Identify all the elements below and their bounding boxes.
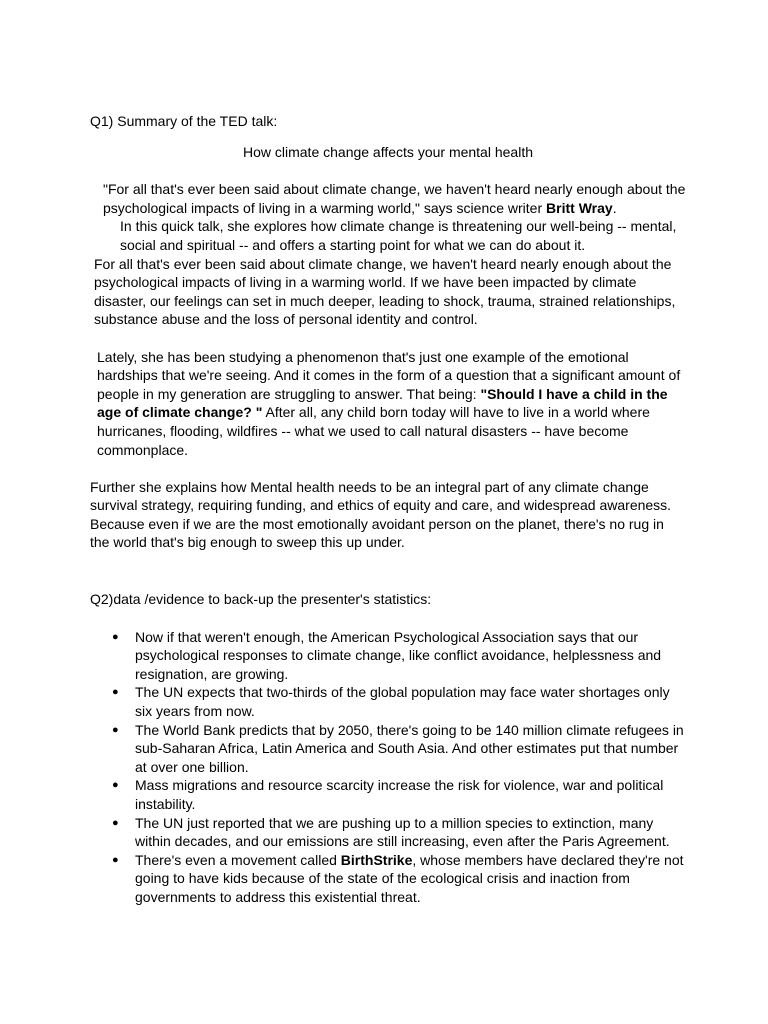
evidence-list	[90, 628, 686, 907]
list-item-text-end: , whose members have declared they're not going to have kids because of the state of the ecological crisis and inaction from governments to address this existential threat.	[135, 851, 684, 905]
bullet-icon: ●	[112, 630, 119, 643]
list-item-text: The World Bank predicts that by 2050, there's going to be 140 million climate refugees in sub-Saharan Africa, Latin America and South Asia. And other estimates put that number at over one billion.	[135, 721, 684, 775]
talk-title: How climate change affects your mental health	[242, 143, 533, 160]
document-body	[90, 112, 686, 907]
phenomenon-end: After all, any child born today will have to live in a world where hurricanes, flooding, wildfires -- what we used to call natural disasters -- have become commonplace.	[97, 404, 650, 458]
list-item-text: The UN just reported that we are pushing up to a million species to extinction, many within decades, and our emissions are still increasing, even after the Paris Agreement.	[135, 814, 670, 850]
speaker-name: Britt Wray	[546, 199, 613, 216]
list-item	[90, 683, 686, 720]
q1-paragraph-overview: In this quick talk, she explores how climate change is threatening our well-being -- mental, social and spiritual -- and offers a starting point for what we can do about it.	[120, 218, 677, 253]
q1-paragraph-quote	[90, 180, 686, 217]
q1-paragraph-impacts: For all that's ever been said about climate change, we haven't heard nearly enough about the psychological impacts of living in a warming world. If we have been impacted by climate disaster, our feelings can set in much deeper, leading to shock, trauma, strained relationships, substance abuse and the loss of personal identity and control.	[94, 255, 676, 328]
q1-paragraph-mental-health: Further she explains how Mental health needs to be an integral part of any climate change survival strategy, requiring funding, and ethics of equity and care, and widespread awareness. Because even if we are the most emotionally avoidant person on the planet, there's no rug in the world that's big enough to sweep this up under.	[90, 478, 672, 551]
bullet-icon: ●	[112, 853, 119, 866]
spacer	[90, 459, 686, 478]
list-item	[90, 814, 686, 851]
key-question: "Should I have a child in the age of climate change? "	[97, 385, 668, 421]
bullet-icon: ●	[112, 816, 119, 829]
q1-heading: Q1) Summary of the TED talk:	[90, 113, 278, 129]
list-item	[90, 628, 686, 684]
q2-heading: Q2)data /evidence to back-up the presenter's statistics:	[90, 591, 432, 608]
list-item	[90, 851, 686, 907]
list-item	[90, 721, 686, 777]
spacer	[90, 329, 686, 348]
quote-end: .	[612, 199, 617, 216]
list-item-text: The UN expects that two-thirds of the global population may face water shortages only six years from now.	[135, 684, 670, 720]
list-item	[90, 776, 686, 813]
movement-name: BirthStrike	[340, 851, 413, 868]
list-item-text: Now if that weren't enough, the American Psychological Association says that our psychological responses to climate change, like conflict avoidance, helplessness and resignation, are growing.	[135, 628, 662, 682]
bullet-icon: ●	[112, 723, 119, 736]
q1-paragraph-phenomenon	[90, 348, 686, 460]
list-item-text: Mass migrations and resource scarcity increase the risk for violence, war and political instability.	[135, 777, 664, 812]
quote-text: "For all that's ever been said about climate change, we haven't heard nearly enough about the psychological impacts of living in a warming world," says science writer	[103, 181, 686, 216]
bullet-icon: ●	[112, 686, 119, 699]
bullet-icon: ●	[112, 779, 119, 792]
list-item-text: There's even a movement called	[135, 851, 341, 868]
phenomenon-text: Lately, she has been studying a phenomenon that's just one example of the emotional hardships that we're seeing. And it comes in the form of a question that a significant amount of people in my generation are struggling to answer. That being:	[97, 348, 681, 402]
